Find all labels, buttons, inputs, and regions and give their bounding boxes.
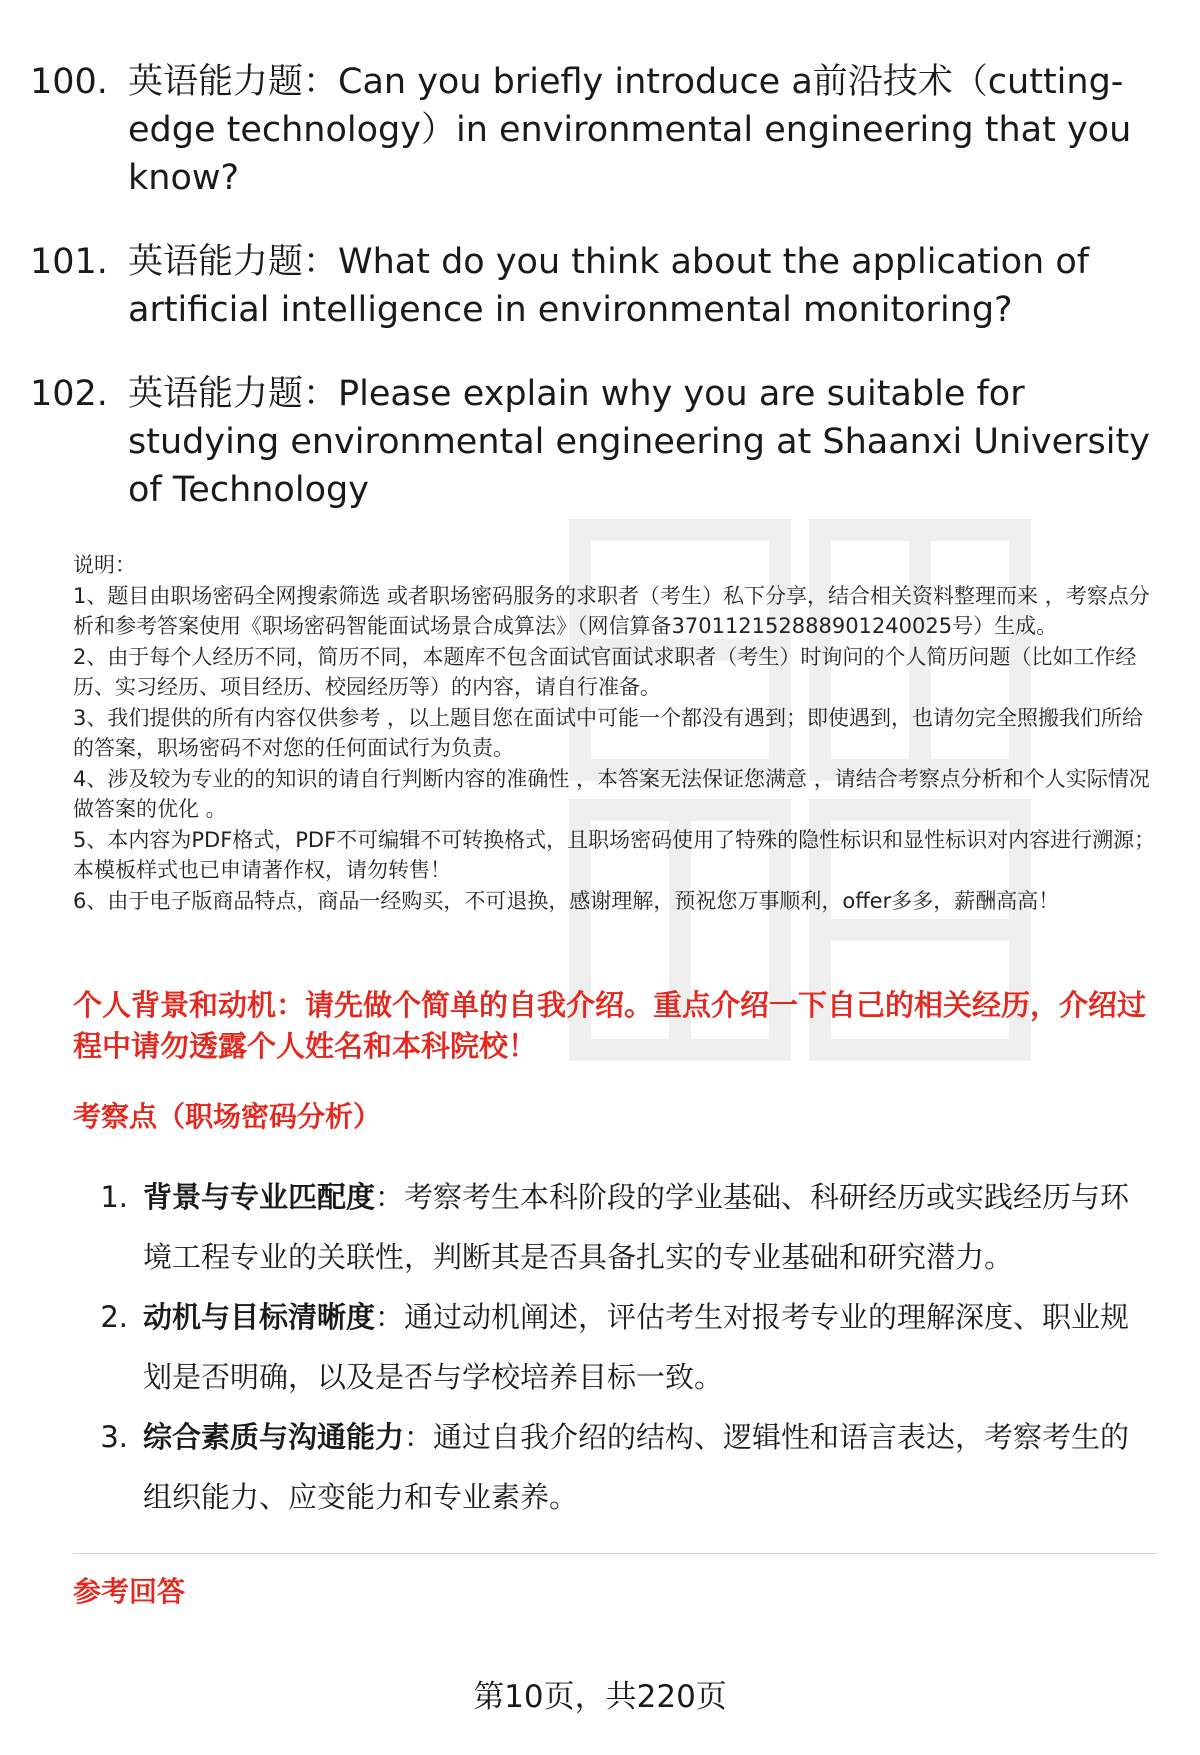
analysis-title: 考察点（职场密码分析）	[73, 1100, 382, 1133]
analysis-point	[73, 1407, 1153, 1527]
analysis-point	[73, 1287, 1153, 1407]
point-title: 动机与目标清晰度	[143, 1300, 376, 1334]
point-title: 综合素质与沟通能力	[143, 1420, 405, 1454]
question-number: 102.	[30, 374, 108, 414]
question-text: 英语能力题：Please explain why you are suitable for studying environmental engineering at Shaanxi University of Technology	[128, 374, 1150, 510]
point-body: ：通过动机阐述，评估考生对报考专业的理解深度、职业规划是否明确，以及是否与学校培养目标一致。	[143, 1300, 1130, 1394]
question-number: 101.	[30, 242, 108, 282]
question-text: 英语能力题：What do you think about the application of artificial intelligence in environmental monitoring?	[128, 242, 1090, 330]
question-item	[30, 370, 1150, 514]
analysis-point	[73, 1167, 1153, 1287]
question-list	[30, 58, 1150, 550]
question-item	[30, 238, 1150, 334]
note-item: 6、由于电子版商品特点，商品一经购买，不可退换，感谢理解，预祝您万事顺利，offer多多，薪酬高高！	[73, 888, 1060, 913]
page-footer: 第10页，共220页	[473, 1679, 727, 1715]
question-text: 英语能力题：Can you briefly introduce a前沿技术（cutting-edge technology）in environmental engineering that you know?	[128, 62, 1132, 198]
notes-title: 说明：	[73, 553, 136, 577]
point-body: ：通过自我介绍的结构、逻辑性和语言表达，考察考生的组织能力、应变能力和专业素养。	[143, 1420, 1130, 1514]
question-number: 100.	[30, 62, 108, 102]
note-item: 1、题目由职场密码全网搜索筛选 或者职场密码服务的求职者（考生）私下分享，结合相关资料整理而来 ，考察点分析和参考答案使用《职场密码智能面试场景合成算法》（网信算备370112152888901240025号）生成。	[73, 583, 1150, 638]
personal-question-heading: 个人背景和动机：请先做个简单的自我介绍。重点介绍一下自己的相关经历，介绍过程中请勿透露个人姓名和本科院校！	[73, 988, 1147, 1063]
point-number: 3.	[100, 1420, 128, 1454]
point-number: 2.	[100, 1300, 128, 1334]
note-item: 3、我们提供的所有内容仅供参考 ，以上题目您在面试中可能一个都没有遇到；即使遇到，也请勿完全照搬我们所给的答案，职场密码不对您的任何面试行为负责。	[73, 705, 1144, 760]
note-item: 4、涉及较为专业的的知识的请自行判断内容的准确性 ，本答案无法保证您满意 ，请结合考察点分析和个人实际情况做答案的优化 。	[73, 766, 1150, 821]
point-title: 背景与专业匹配度	[143, 1180, 376, 1214]
answer-title: 参考回答	[73, 1575, 186, 1608]
section-divider	[73, 1553, 1156, 1554]
point-number: 1.	[100, 1180, 128, 1214]
note-item: 2、由于每个人经历不同，简历不同，本题库不包含面试官面试求职者（考生）时询问的个人简历问题（比如工作经历、实习经历、项目经历、校园经历等）的内容，请自行准备。	[73, 644, 1137, 699]
question-item	[30, 58, 1150, 202]
note-item: 5、本内容为PDF格式，PDF不可编辑不可转换格式，且职场密码使用了特殊的隐性标识和显性标识对内容进行溯源；本模板样式也已申请著作权，请勿转售！	[73, 827, 1156, 882]
analysis-points	[73, 1167, 1153, 1527]
notes-section	[73, 550, 1163, 916]
point-body: ：考察考生本科阶段的学业基础、科研经历或实践经历与环境工程专业的关联性，判断其是否具备扎实的专业基础和研究潜力。	[143, 1180, 1130, 1274]
